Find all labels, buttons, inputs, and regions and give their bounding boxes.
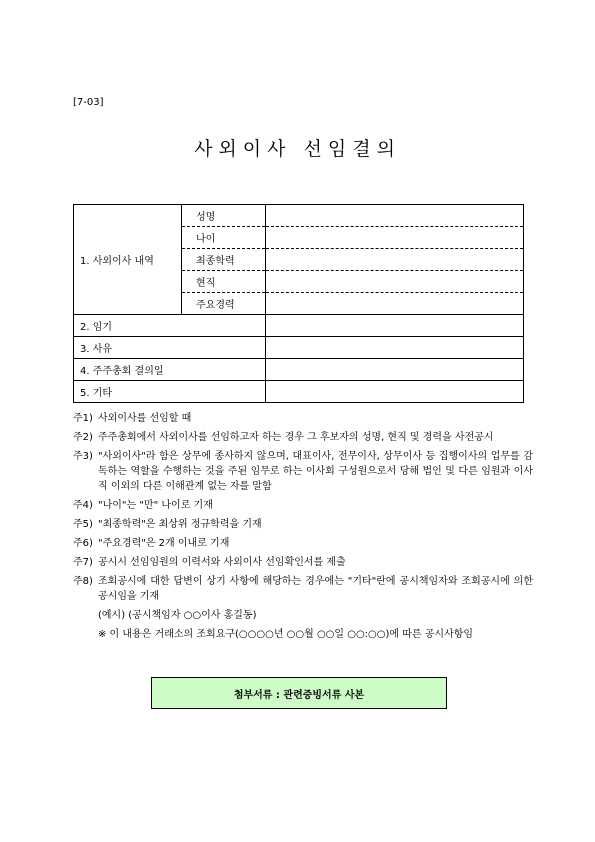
note-text: 공시시 선임임원의 이력서와 사외이사 선임확인서를 제출	[98, 557, 346, 568]
section1-label: 1. 사외이사 내역	[74, 205, 182, 315]
note-item	[73, 555, 533, 570]
row-meeting-date-label: 4. 주주총회 결의일	[74, 359, 266, 381]
field-value-name	[266, 205, 524, 227]
note-item	[73, 574, 533, 604]
note-text: "주요경력"은 2개 이내로 기재	[98, 538, 230, 549]
note-item	[73, 430, 533, 445]
field-value-age	[266, 227, 524, 249]
field-value-current-position	[266, 271, 524, 293]
attachment-label: 첨부서류 : 관련증빙서류 사본	[233, 689, 365, 701]
field-value-career	[266, 293, 524, 315]
note-number: 주8)	[73, 576, 93, 587]
note-number: 주6)	[73, 538, 93, 549]
row-term-label: 2. 임기	[74, 315, 266, 337]
note-number: 주7)	[73, 557, 93, 568]
note-item	[73, 411, 533, 426]
document-code: [7-03]	[73, 97, 104, 108]
note-number: 주4)	[73, 500, 93, 511]
field-label-education: 최종학력	[182, 249, 266, 271]
note-example: (예시) (공시책임자 ○○이사 홍길동)	[98, 610, 257, 621]
note-number: 주3)	[73, 451, 93, 462]
note-number: 주1)	[73, 413, 93, 424]
note-item	[73, 536, 533, 551]
note-number: 주2)	[73, 432, 93, 443]
note-asterisk: ※ 이 내용은 거래소의 조회요구(○○○○년 ○○월 ○○일 ○○:○○)에 따른 공시사항임	[98, 629, 474, 640]
note-text: "나이"는 "만" 나이로 기재	[98, 500, 213, 511]
note-text: "사외이사"라 함은 상무에 종사하지 않으며, 대표이사, 전무이사, 상무이사 등 집행이사의 업무를 감독하는 역할을 수행하는 것을 주된 임무로 하는 이사회 구성원으로서 당해 법인 및 다른 임원과 이사직 이외의 다른 이해관계 없는 자를 말함	[98, 451, 533, 492]
page-title: 사외이사 선임결의	[194, 138, 401, 160]
row-other-label: 5. 기타	[74, 381, 266, 403]
note-item	[73, 498, 533, 513]
field-label-current-position: 현직	[182, 271, 266, 293]
field-label-name: 성명	[182, 205, 266, 227]
note-text: 사외이사를 선임할 때	[98, 413, 192, 424]
resolution-form-table	[73, 204, 524, 403]
row-meeting-date-value	[266, 359, 524, 381]
field-label-age: 나이	[182, 227, 266, 249]
note-text: 주주총회에서 사외이사를 선임하고자 하는 경우 그 후보자의 성명, 현직 및 경력을 사전공시	[98, 432, 494, 443]
row-other-value	[266, 381, 524, 403]
row-term-value	[266, 315, 524, 337]
note-text: "최종학력"은 최상위 정규학력을 기재	[98, 519, 262, 530]
note-text: 조회공시에 대한 답변이 상기 사항에 해당하는 경우에는 "기타"란에 공시책임자와 조회공시에 의한 공시임을 기재	[98, 576, 533, 602]
field-label-career: 주요경력	[182, 293, 266, 315]
note-item	[73, 449, 533, 494]
row-reason-value	[266, 337, 524, 359]
attachment-box	[151, 677, 447, 709]
row-reason-label: 3. 사유	[74, 337, 266, 359]
note-number: 주5)	[73, 519, 93, 530]
note-item	[73, 517, 533, 532]
notes-section	[73, 411, 533, 646]
field-value-education	[266, 249, 524, 271]
